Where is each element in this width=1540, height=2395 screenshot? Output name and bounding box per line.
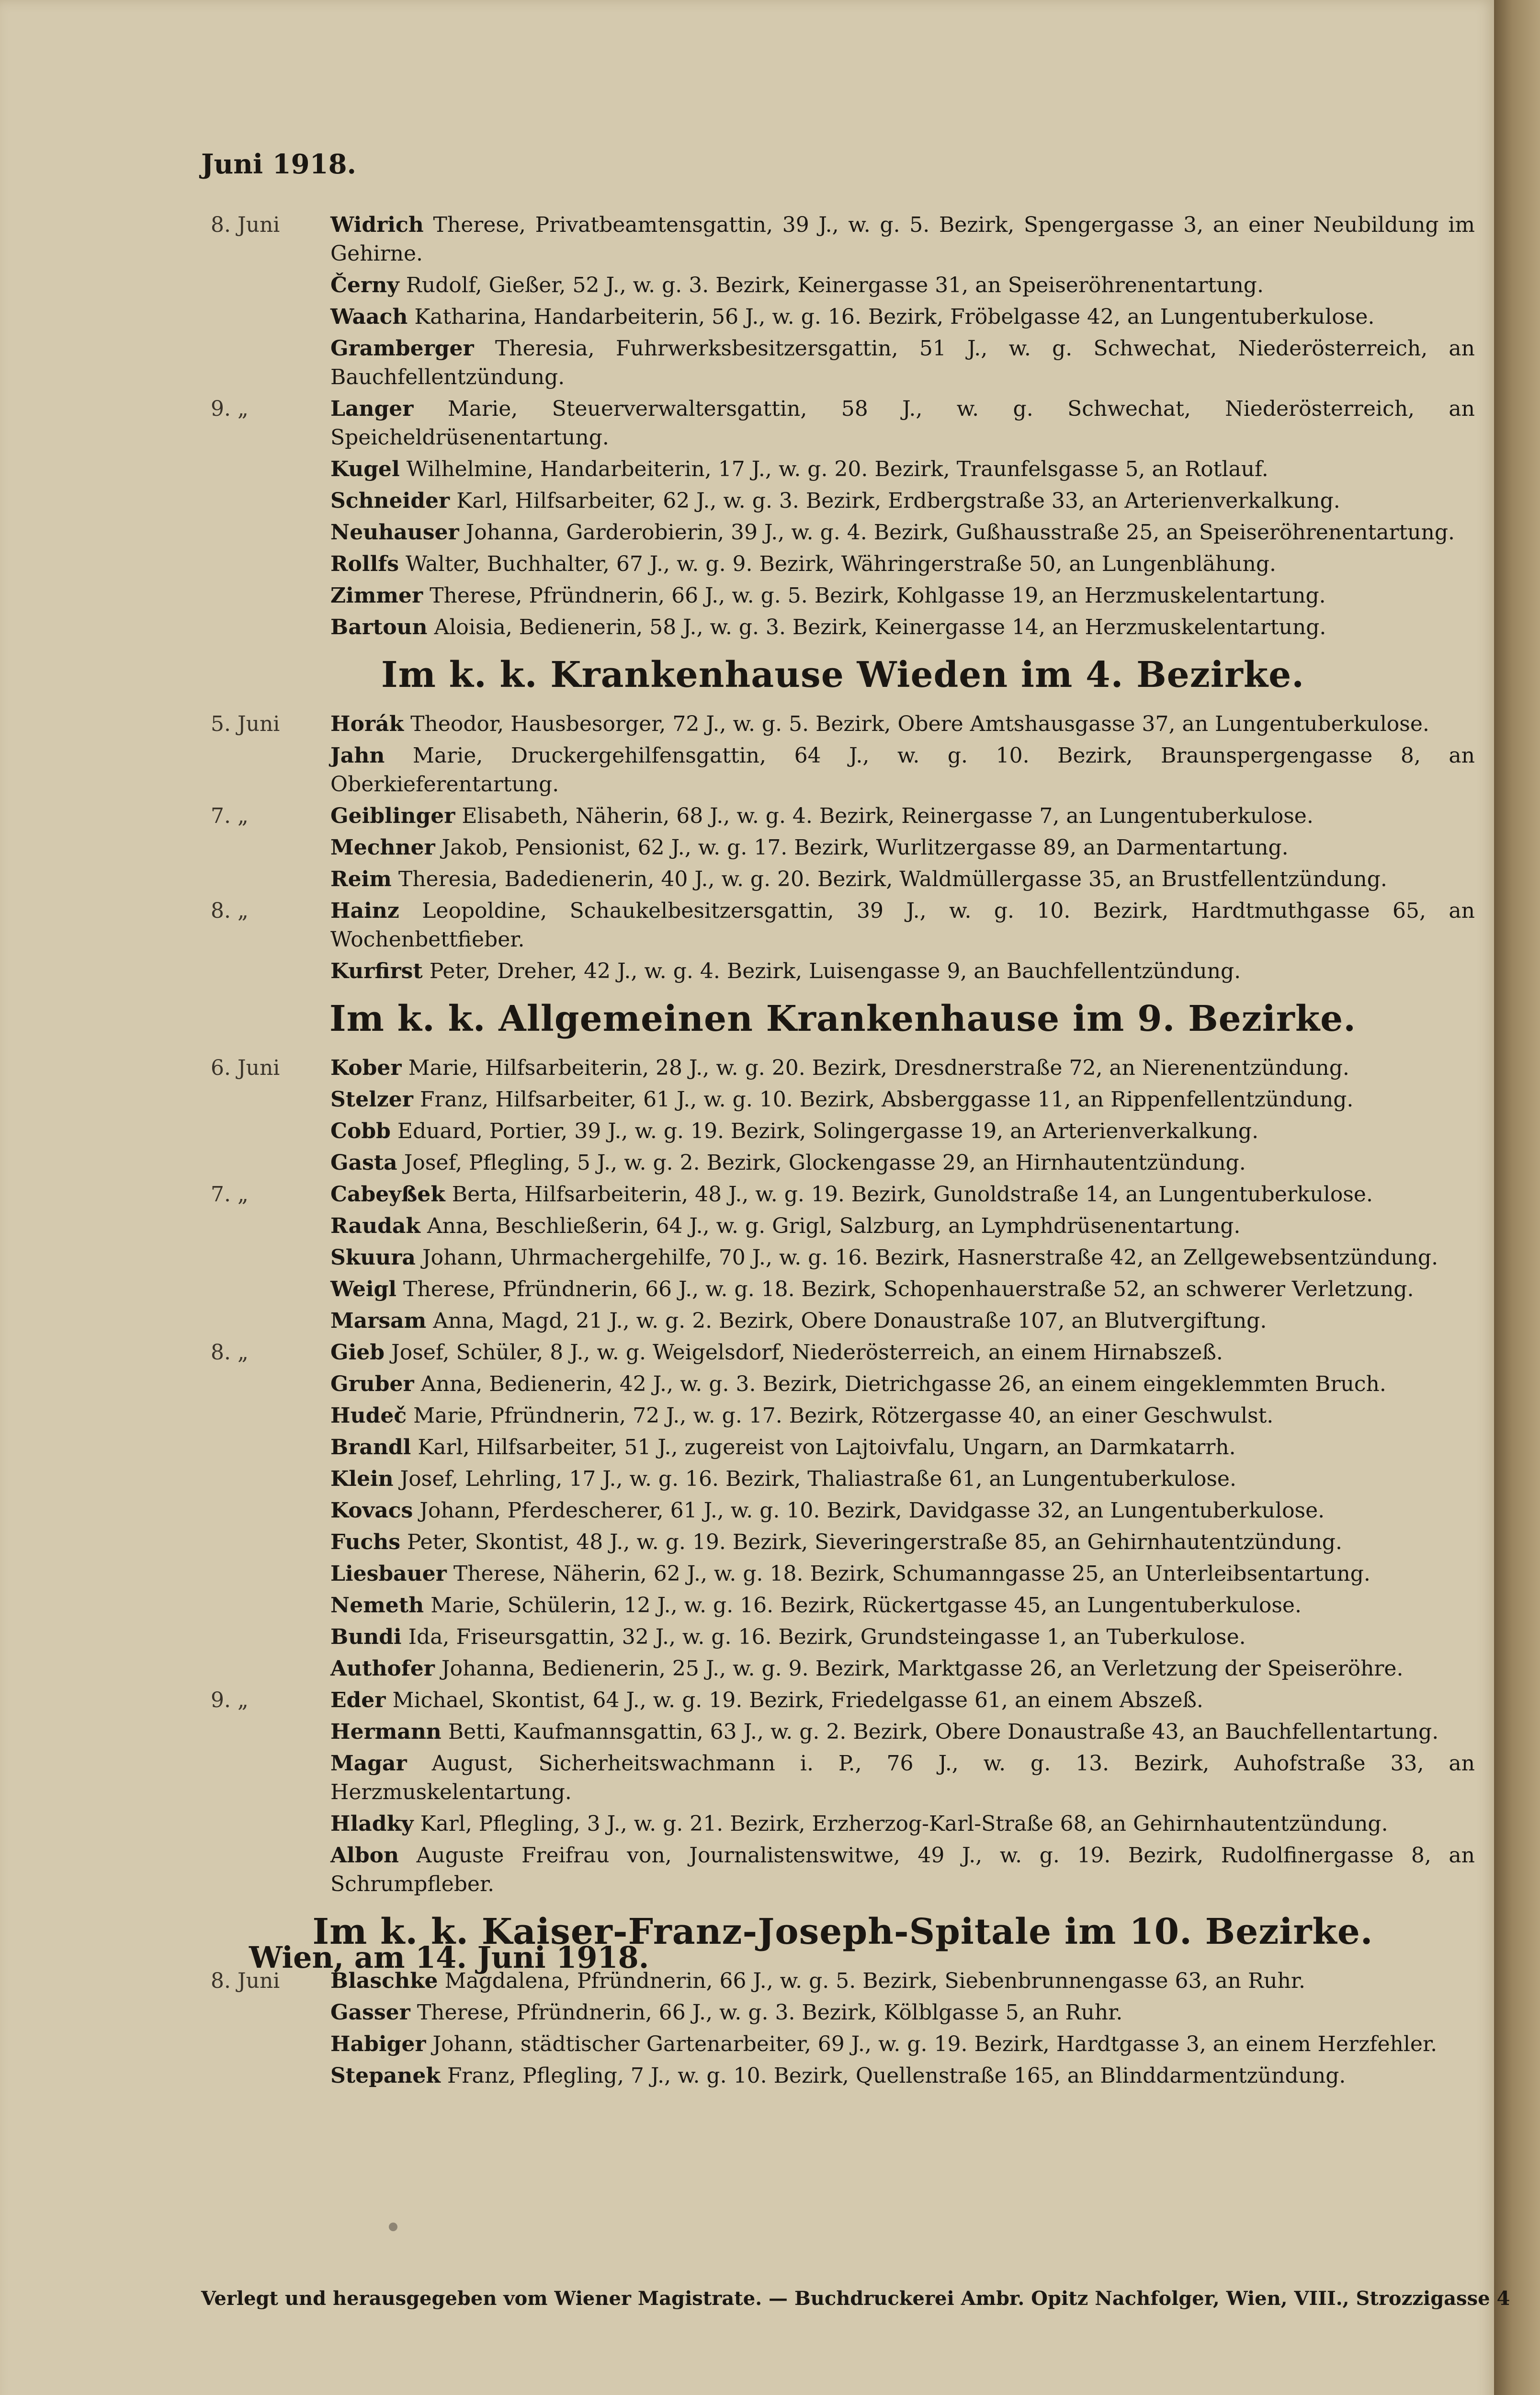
- entry-text: [330, 1338, 1475, 1367]
- entry-text: [330, 897, 1475, 954]
- register-entry: [211, 1085, 1475, 1114]
- register-entry: [211, 1749, 1475, 1807]
- register-entry: [211, 2062, 1475, 2090]
- entry-text: [330, 1654, 1475, 1683]
- register-entry: [211, 1054, 1475, 1083]
- death-register: [211, 211, 1475, 2093]
- entry-text: [330, 550, 1475, 579]
- register-entry: [211, 1496, 1475, 1525]
- entry-details: Michael, Skontist, 64 J., w. g. 19. Bezirk, Friedelgasse 61, an einem Abszeß.: [392, 1688, 1203, 1712]
- register-entry: [211, 1402, 1475, 1430]
- deceased-name: Mechner: [330, 835, 435, 860]
- deceased-name: Marsam: [330, 1309, 427, 1333]
- entry-text: [330, 1054, 1475, 1083]
- register-entry: [211, 865, 1475, 894]
- register-entry: [211, 1307, 1475, 1335]
- entry-details: Karl, Hilfsarbeiter, 62 J., w. g. 3. Bezirk, Erdbergstraße 33, an Arterienverkalkung.: [456, 489, 1340, 513]
- register-entry: [211, 1718, 1475, 1746]
- entry-text: [330, 1465, 1475, 1494]
- entry-details: Karl, Pflegling, 3 J., w. g. 21. Bezirk, Erzherzog-Karl-Straße 68, an Gehirnhautentzündung.: [420, 1812, 1388, 1836]
- register-entry: [211, 1243, 1475, 1272]
- entry-text: [330, 487, 1475, 515]
- register-entry: [211, 518, 1475, 547]
- entry-details: Josef, Schüler, 8 J., w. g. Weigelsdorf, Niederösterreich, an einem Hirnabszeß.: [391, 1340, 1223, 1365]
- register-entry: [211, 833, 1475, 862]
- entry-details: Therese, Pfründnerin, 66 J., w. g. 3. Bezirk, Kölblgasse 5, an Ruhr.: [417, 2000, 1123, 2025]
- deceased-name: Hladky: [330, 1812, 414, 1836]
- entry-details: Johanna, Garderobierin, 39 J., w. g. 4. Bezirk, Gußhausstraße 25, an Speiseröhrenentartung.: [465, 520, 1455, 545]
- entry-details: Johann, städtischer Gartenarbeiter, 69 J., w. g. 19. Bezirk, Hardtgasse 3, an einem Herzfehler.: [432, 2032, 1438, 2056]
- deceased-name: Weigl: [330, 1277, 397, 1301]
- entry-details: Marie, Schülerin, 12 J., w. g. 16. Bezirk, Rückertgasse 45, an Lungentuberkulose.: [430, 1593, 1302, 1618]
- entry-date: 8. Juni: [211, 1969, 280, 1993]
- deceased-name: Geiblinger: [330, 804, 455, 828]
- entry-text: [330, 1243, 1475, 1272]
- register-entry: [211, 1465, 1475, 1494]
- register-entry: [211, 1841, 1475, 1899]
- section-heading: Im k. k. Kaiser-Franz-Joseph-Spitale im 10. Bezirke.: [312, 1911, 1373, 1952]
- entry-date: 8. „: [211, 1340, 249, 1365]
- deceased-name: Gruber: [330, 1372, 414, 1396]
- entry-text: [330, 1560, 1475, 1588]
- entry-text: [330, 334, 1475, 392]
- entry-text: [330, 1718, 1475, 1746]
- entry-text: [330, 833, 1475, 862]
- section-heading: Im k. k. Allgemeinen Krankenhause im 9. Bezirke.: [329, 998, 1356, 1039]
- deceased-name: Gasser: [330, 2000, 410, 2025]
- entry-details: Marie, Hilfsarbeiterin, 28 J., w. g. 20. Bezirk, Dresdnerstraße 72, an Nierenentzündung.: [408, 1056, 1349, 1080]
- entry-details: Peter, Skontist, 48 J., w. g. 19. Bezirk, Sieveringerstraße 85, an Gehirnhautentzündung.: [407, 1530, 1342, 1554]
- entry-text: [330, 1275, 1475, 1304]
- entry-text: [330, 1496, 1475, 1525]
- entry-details: August, Sicherheitswachmann i. P., 76 J., w. g. 13. Bezirk, Auhofstraße 33, an Herzmuskelentartung.: [330, 1751, 1475, 1804]
- register-entry: [211, 2030, 1475, 2059]
- deceased-name: Zimmer: [330, 583, 423, 608]
- entry-details: Peter, Dreher, 42 J., w. g. 4. Bezirk, Luisengasse 9, an Bauchfellentzündung.: [429, 959, 1241, 983]
- deceased-name: Schneider: [330, 489, 450, 513]
- deceased-name: Kugel: [330, 457, 400, 481]
- deceased-name: Cobb: [330, 1119, 391, 1143]
- section-heading: Im k. k. Krankenhause Wieden im 4. Bezirke.: [381, 654, 1304, 696]
- ink-spot: [389, 2223, 397, 2231]
- entry-text: [330, 518, 1475, 547]
- entry-details: Josef, Pflegling, 5 J., w. g. 2. Bezirk, Glockengasse 29, an Hirnhautentzündung.: [404, 1151, 1246, 1175]
- entry-details: Wilhelmine, Handarbeiterin, 17 J., w. g. 20. Bezirk, Traunfelsgasse 5, an Rotlauf.: [406, 457, 1268, 481]
- entry-text: [330, 613, 1475, 642]
- entry-text: [330, 1998, 1475, 2027]
- entry-details: Auguste Freifrau von, Journalistenswitwe, 49 J., w. g. 19. Bezirk, Rudolfinergasse 8, an Schrumpfleber.: [330, 1843, 1475, 1896]
- entry-text: [330, 1402, 1475, 1430]
- register-entry: [211, 211, 1475, 268]
- entry-details: Walter, Buchhalter, 67 J., w. g. 9. Bezirk, Währingerstraße 50, an Lungenblähung.: [406, 552, 1276, 576]
- deceased-name: Kurfirst: [330, 959, 423, 983]
- register-entry: [211, 303, 1475, 331]
- deceased-name: Reim: [330, 867, 392, 891]
- entry-text: [330, 395, 1475, 452]
- entry-details: Karl, Hilfsarbeiter, 51 J., zugereist von Lajtoivfalu, Ungarn, an Darmkatarrh.: [418, 1435, 1236, 1460]
- register-entry: [211, 1338, 1475, 1367]
- entry-text: [330, 1149, 1475, 1177]
- page-header: Juni 1918.: [201, 148, 357, 180]
- entry-details: Betti, Kaufmannsgattin, 63 J., w. g. 2. Bezirk, Obere Donaustraße 43, an Bauchfellentartung.: [448, 1720, 1439, 1744]
- register-entry: [211, 1686, 1475, 1715]
- entry-text: [330, 455, 1475, 484]
- deceased-name: Hudeč: [330, 1403, 407, 1428]
- entry-details: Theodor, Hausbesorger, 72 J., w. g. 5. Bezirk, Obere Amtshausgasse 37, an Lungentuberkulose.: [410, 712, 1429, 736]
- deceased-name: Bartoun: [330, 615, 428, 639]
- register-entry: [211, 334, 1475, 392]
- register-entry: [211, 897, 1475, 954]
- entry-details: Elisabeth, Näherin, 68 J., w. g. 4. Bezirk, Reinergasse 7, an Lungentuberkulose.: [462, 804, 1314, 828]
- entry-text: [330, 1749, 1475, 1807]
- entry-details: Rudolf, Gießer, 52 J., w. g. 3. Bezirk, Keinergasse 31, an Speiseröhrenentartung.: [406, 273, 1264, 297]
- deceased-name: Albon: [330, 1843, 399, 1868]
- entry-date: 5. Juni: [211, 712, 280, 736]
- register-entry: [211, 741, 1475, 799]
- deceased-name: Skuura: [330, 1245, 416, 1270]
- entry-details: Theresia, Fuhrwerksbesitzersgattin, 51 J., w. g. Schwechat, Niederösterreich, an Bauchfellentzündung.: [330, 336, 1475, 389]
- deceased-name: Hermann: [330, 1720, 442, 1744]
- entry-text: [330, 802, 1475, 831]
- deceased-name: Horák: [330, 712, 404, 736]
- entry-details: Marie, Druckergehilfensgattin, 64 J., w. g. 10. Bezirk, Braunspergengasse 8, an Oberkieferentartung.: [330, 743, 1475, 797]
- deceased-name: Klein: [330, 1467, 394, 1491]
- entry-details: Katharina, Handarbeiterin, 56 J., w. g. 16. Bezirk, Fröbelgasse 42, an Lungentuberkulose.: [414, 305, 1375, 329]
- entry-text: [330, 1686, 1475, 1715]
- entry-details: Marie, Steuerverwaltersgattin, 58 J., w. g. Schwechat, Niederösterreich, an Speicheldrüsenentartung.: [330, 397, 1475, 450]
- entry-text: [330, 1307, 1475, 1335]
- register-entry: [211, 550, 1475, 579]
- entry-date: 8. „: [211, 899, 249, 923]
- entry-details: Therese, Näherin, 62 J., w. g. 18. Bezirk, Schumanngasse 25, an Unterleibsentartung.: [453, 1562, 1370, 1586]
- register-entry: [211, 1180, 1475, 1209]
- deceased-name: Widrich: [330, 213, 424, 237]
- entry-details: Anna, Beschließerin, 64 J., w. g. Grigl, Salzburg, an Lymphdrüsenentartung.: [427, 1214, 1241, 1238]
- entry-date: 8. Juni: [211, 213, 280, 237]
- deceased-name: Habiger: [330, 2032, 426, 2056]
- entry-text: [330, 2030, 1475, 2059]
- register-entry: [211, 582, 1475, 610]
- entry-text: [330, 1591, 1475, 1620]
- register-entry: [211, 613, 1475, 642]
- register-entry: [211, 1370, 1475, 1399]
- entry-text: [330, 710, 1475, 739]
- register-entry: [211, 487, 1475, 515]
- register-entry: [211, 1149, 1475, 1177]
- deceased-name: Neuhauser: [330, 520, 459, 545]
- entry-details: Jakob, Pensionist, 62 J., w. g. 17. Bezirk, Wurlitzergasse 89, an Darmentartung.: [442, 835, 1289, 860]
- register-entry: [211, 1623, 1475, 1652]
- entry-date: 9. „: [211, 397, 249, 421]
- entry-details: Ida, Friseursgattin, 32 J., w. g. 16. Bezirk, Grundsteingasse 1, an Tuberkulose.: [408, 1625, 1246, 1649]
- deceased-name: Stelzer: [330, 1087, 413, 1112]
- deceased-name: Rollfs: [330, 552, 399, 576]
- entry-details: Marie, Pfründnerin, 72 J., w. g. 17. Bezirk, Rötzergasse 40, an einer Geschwulst.: [413, 1403, 1274, 1428]
- register-entry: [211, 957, 1475, 986]
- deceased-name: Hainz: [330, 899, 399, 923]
- deceased-name: Bundi: [330, 1625, 402, 1649]
- register-entry: [211, 1528, 1475, 1557]
- register-entry: [211, 1212, 1475, 1241]
- entry-text: [330, 1810, 1475, 1838]
- register-entry: [211, 1998, 1475, 2027]
- register-entry: [211, 271, 1475, 300]
- deceased-name: Fuchs: [330, 1530, 401, 1554]
- deceased-name: Gramberger: [330, 336, 474, 361]
- deceased-name: Kober: [330, 1056, 402, 1080]
- entry-details: Anna, Magd, 21 J., w. g. 2. Bezirk, Obere Donaustraße 107, an Blutvergiftung.: [433, 1309, 1267, 1333]
- entry-details: Franz, Pflegling, 7 J., w. g. 10. Bezirk, Quellenstraße 165, an Blinddarmentzündung.: [447, 2064, 1346, 2088]
- entry-details: Berta, Hilfsarbeiterin, 48 J., w. g. 19. Bezirk, Gunoldstraße 14, an Lungentuberkulose.: [452, 1182, 1373, 1207]
- entry-details: Therese, Pfründnerin, 66 J., w. g. 18. Bezirk, Schopenhauerstraße 52, an schwerer Verletzung.: [403, 1277, 1414, 1301]
- register-entry: [211, 1591, 1475, 1620]
- deceased-name: Liesbauer: [330, 1562, 447, 1586]
- entry-text: [330, 271, 1475, 300]
- deceased-name: Brandl: [330, 1435, 411, 1460]
- entry-text: [330, 2062, 1475, 2090]
- deceased-name: Jahn: [330, 743, 385, 768]
- entry-details: Theresia, Badedienerin, 40 J., w. g. 20. Bezirk, Waldmüllergasse 35, an Brustfellentzündung.: [398, 867, 1387, 891]
- entry-details: Eduard, Portier, 39 J., w. g. 19. Bezirk, Solingergasse 19, an Arterienverkalkung.: [397, 1119, 1259, 1143]
- register-entry: [211, 802, 1475, 831]
- deceased-name: Cabeyßek: [330, 1182, 445, 1207]
- register-entry: [211, 455, 1475, 484]
- entry-text: [330, 741, 1475, 799]
- deceased-name: Magar: [330, 1751, 407, 1776]
- entry-text: [330, 582, 1475, 610]
- entry-details: Johann, Uhrmachergehilfe, 70 J., w. g. 16. Bezirk, Hasnerstraße 42, an Zellgewebsentzündung.: [422, 1245, 1438, 1270]
- entry-details: Josef, Lehrling, 17 J., w. g. 16. Bezirk, Thaliastraße 61, an Lungentuberkulose.: [400, 1467, 1236, 1491]
- entry-details: Therese, Pfründnerin, 66 J., w. g. 5. Bezirk, Kohlgasse 19, an Herzmuskelentartung.: [430, 583, 1326, 608]
- entry-text: [330, 1433, 1475, 1462]
- entry-text: [330, 1180, 1475, 1209]
- deceased-name: Authofer: [330, 1656, 435, 1681]
- deceased-name: Kovacs: [330, 1498, 413, 1523]
- entry-text: [330, 1841, 1475, 1899]
- deceased-name: Eder: [330, 1688, 386, 1712]
- deceased-name: Blaschke: [330, 1969, 438, 1993]
- register-entry: [211, 1433, 1475, 1462]
- entry-date: 9. „: [211, 1688, 249, 1712]
- entry-details: Johanna, Bedienerin, 25 J., w. g. 9. Bezirk, Marktgasse 26, an Verletzung der Speiseröhre.: [441, 1656, 1404, 1681]
- entry-details: Aloisia, Bedienerin, 58 J., w. g. 3. Bezirk, Keinergasse 14, an Herzmuskelentartung.: [434, 615, 1326, 639]
- deceased-name: Waach: [330, 305, 408, 329]
- entry-details: Therese, Privatbeamtensgattin, 39 J., w. g. 5. Bezirk, Spengergasse 3, an einer Neubildung im Gehirne.: [330, 213, 1475, 266]
- entry-text: [330, 303, 1475, 331]
- entry-details: Magdalena, Pfründnerin, 66 J., w. g. 5. Bezirk, Siebenbrunnengasse 63, an Ruhr.: [444, 1969, 1305, 1993]
- entry-text: [330, 957, 1475, 986]
- entry-text: [330, 1528, 1475, 1557]
- entry-text: [330, 1212, 1475, 1241]
- register-entry: [211, 1275, 1475, 1304]
- deceased-name: Gasta: [330, 1151, 397, 1175]
- entry-details: Johann, Pferdescherer, 61 J., w. g. 10. Bezirk, Davidgasse 32, an Lungentuberkulose.: [419, 1498, 1325, 1523]
- entry-date: 7. „: [211, 1182, 249, 1207]
- entry-details: Franz, Hilfsarbeiter, 61 J., w. g. 10. Bezirk, Absberggasse 11, an Rippenfellentzündung.: [419, 1087, 1354, 1112]
- deceased-name: Nemeth: [330, 1593, 424, 1618]
- entry-text: [330, 1370, 1475, 1399]
- entry-date: 7. „: [211, 804, 249, 828]
- imprint-footer: Verlegt und herausgegeben vom Wiener Magistrate. — Buchdruckerei Ambr. Opitz Nachfolger, Wien, VIII., Strozzigasse 4: [201, 2287, 1510, 2310]
- register-entry: [211, 1117, 1475, 1146]
- entry-details: Anna, Bedienerin, 42 J., w. g. 3. Bezirk, Dietrichgasse 26, an einem eingeklemmten Bruch.: [420, 1372, 1386, 1396]
- deceased-name: Raudak: [330, 1214, 420, 1238]
- register-entry: [211, 395, 1475, 452]
- page-edge: [1494, 0, 1540, 2395]
- register-entry: [211, 1810, 1475, 1838]
- entry-details: Leopoldine, Schaukelbesitzersgattin, 39 J., w. g. 10. Bezirk, Hardtmuthgasse 65, an Wochenbettfieber.: [330, 899, 1475, 952]
- deceased-name: Stepanek: [330, 2064, 441, 2088]
- entry-text: [330, 1085, 1475, 1114]
- entry-text: [330, 1117, 1475, 1146]
- register-entry: [211, 1560, 1475, 1588]
- register-entry: [211, 710, 1475, 739]
- entry-text: [330, 865, 1475, 894]
- deceased-name: Langer: [330, 397, 414, 421]
- closing-line: Wien, am 14. Juni 1918.: [249, 1940, 649, 1975]
- entry-text: [330, 211, 1475, 268]
- deceased-name: Černy: [330, 273, 399, 297]
- entry-text: [330, 1623, 1475, 1652]
- entry-date: 6. Juni: [211, 1056, 280, 1080]
- register-entry: [211, 1654, 1475, 1683]
- deceased-name: Gieb: [330, 1340, 385, 1365]
